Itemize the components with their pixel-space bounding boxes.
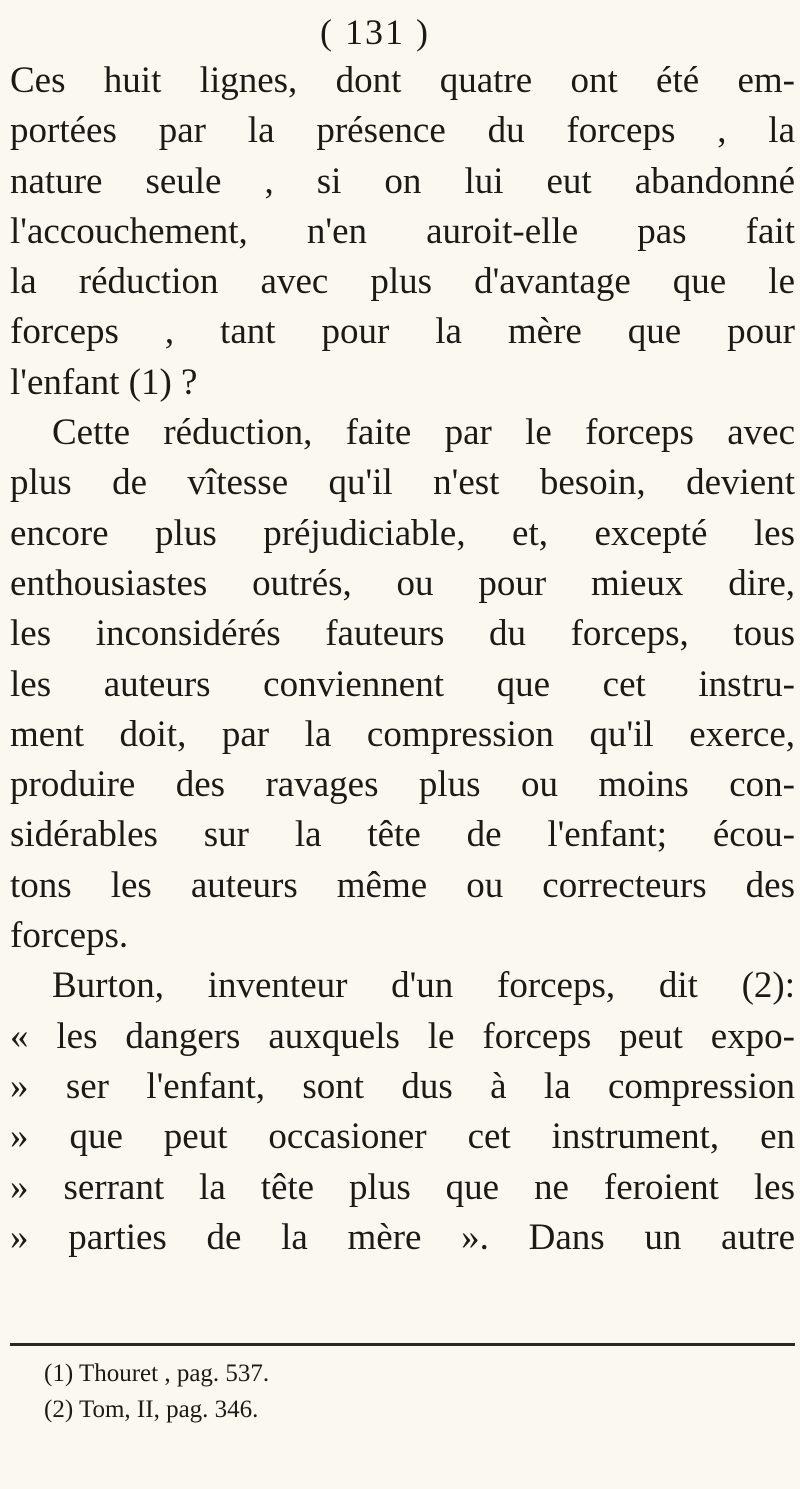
body-text <box>10 56 795 1263</box>
footnote-rule <box>10 1343 795 1346</box>
text-line: sidérables sur la tête de l'enfant; écou- <box>10 814 795 856</box>
footnote: (1) Thouret , pag. 537. <box>44 1360 270 1387</box>
quote-line: » parties de la mère ». Dans un autre <box>10 1216 795 1258</box>
text-line: forceps , tant pour la mère que pour <box>10 311 795 353</box>
text-line: Ces huit lignes, dont quatre ont été em- <box>10 60 795 101</box>
text-line: encore plus préjudiciable, et, excepté les <box>10 512 795 554</box>
text-line: Cette réduction, faite par le forceps avec <box>52 412 795 454</box>
text-line: la réduction avec plus d'avantage que le <box>10 261 795 303</box>
quote-line: » ser l'enfant, sont dus à la compression <box>10 1065 795 1107</box>
text-line: portées par la présence du forceps , la <box>10 110 795 152</box>
page-number: ( 131 ) <box>320 12 430 52</box>
text-line: nature seule , si on lui eut abandonné <box>10 160 795 202</box>
text-line: enthousiastes outrés, ou pour mieux dire, <box>10 562 795 604</box>
text-line: ment doit, par la compression qu'il exerce, <box>10 713 795 755</box>
text-line: plus de vîtesse qu'il n'est besoin, devient <box>10 462 795 504</box>
text-line: produire des ravages plus ou moins con- <box>10 764 795 806</box>
footnotes <box>44 1356 744 1428</box>
text-line: l'enfant (1) ? <box>10 361 198 403</box>
footnote: (2) Tom, II, pag. 346. <box>44 1396 259 1423</box>
quote-line: » serrant la tête plus que ne feroient les <box>10 1166 795 1208</box>
text-line: les inconsidérés fauteurs du forceps, tous <box>10 613 795 655</box>
quote-line: « les dangers auxquels le forceps peut expo- <box>10 1015 795 1057</box>
text-line: les auteurs conviennent que cet instru- <box>10 663 795 705</box>
text-line: l'accouchement, n'en auroit-elle pas fait <box>10 210 795 252</box>
text-line: tons les auteurs même ou correcteurs des <box>10 864 795 906</box>
text-line: forceps. <box>10 915 129 957</box>
quote-line: » que peut occasioner cet instrument, en <box>10 1116 795 1158</box>
text-line: Burton, inventeur d'un forceps, dit (2): <box>52 965 795 1007</box>
